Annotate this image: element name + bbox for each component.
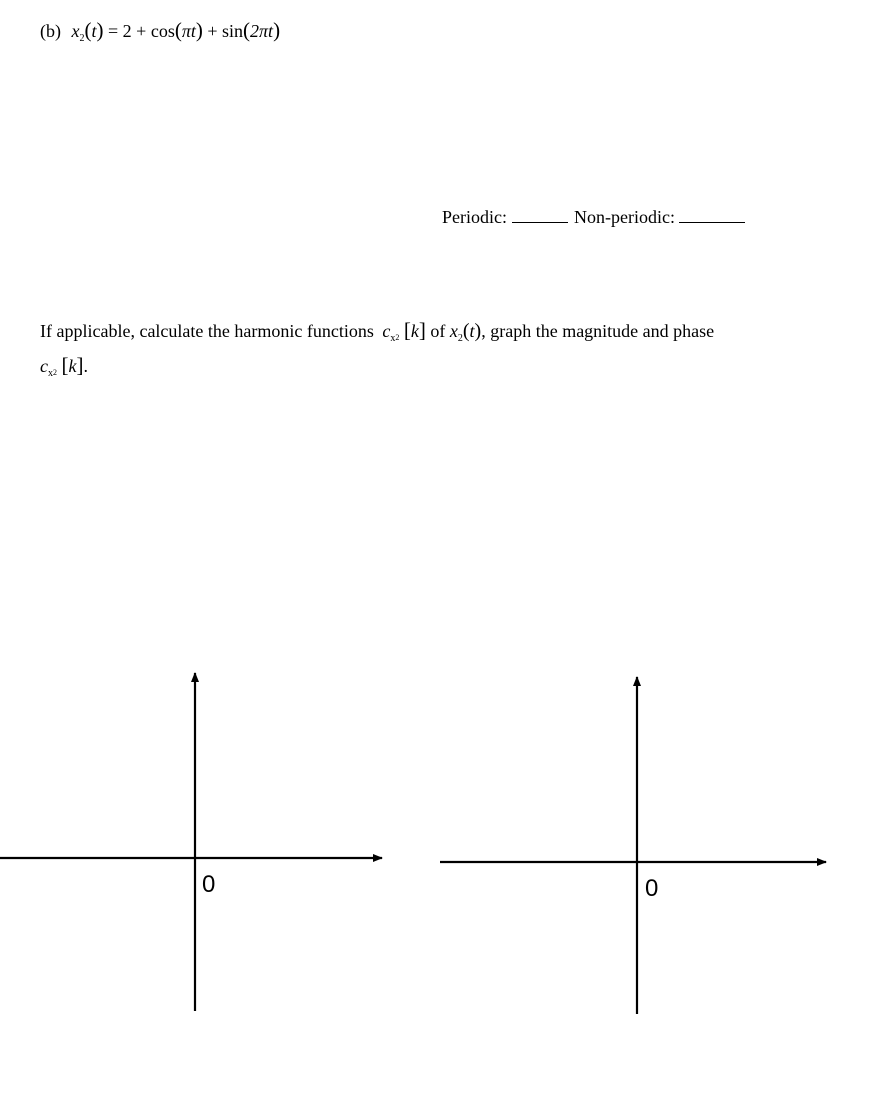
problem-label: (b) (40, 21, 61, 41)
const-term: 2 (122, 21, 132, 41)
phase-graph (440, 677, 826, 1014)
signal-sub: 2 (457, 333, 463, 344)
instruction-text-after: , graph the magnitude and phase (481, 321, 715, 341)
line2-period: . (83, 356, 88, 376)
coef-index: k (410, 321, 419, 341)
lhs-arg: t (91, 21, 97, 41)
signal-var: x (449, 321, 458, 341)
sin-arg: 2πt (250, 21, 274, 41)
sin-fn: sin (222, 21, 244, 41)
coef-sub: x (390, 333, 396, 344)
signal-arg: t (469, 321, 475, 341)
of-word: of (430, 321, 446, 341)
equals-sign: = (108, 21, 119, 41)
instruction-line-1: If applicable, calculate the harmonic functions $c_x2$ [k] of $x_2(t)$, graph the magnitude and phase (40, 318, 715, 344)
plus-sign-1: + (136, 21, 147, 41)
nonperiodic-label: Non-periodic: (574, 207, 675, 227)
lhs-var: x (71, 21, 80, 41)
periodic-label: Periodic: (442, 207, 507, 227)
magnitude-graph (0, 673, 382, 1011)
plus-sign-2: + (207, 21, 218, 41)
instruction-line-2: $c_x2$ [k]. (40, 353, 88, 379)
coef-index-2: k (68, 356, 77, 376)
coef-var: c (382, 321, 391, 341)
cos-fn: cos (150, 21, 175, 41)
problem-statement: (b) $x_2(t) = 2 + \cos(\pi t) + \sin(2\pi t)$ (40, 18, 281, 44)
coef-var-2: c (40, 356, 48, 376)
phase-origin-label: 0 (645, 875, 659, 902)
coef-sub-2: x (48, 368, 53, 379)
cos-arg: πt (181, 21, 196, 41)
instruction-text: If applicable, calculate the harmonic functions (40, 321, 374, 341)
coef-subsub: 2 (395, 333, 400, 342)
magnitude-origin-label: 0 (202, 871, 216, 898)
lhs-sub: 2 (79, 33, 85, 44)
coef-subsub-2: 2 (53, 368, 57, 377)
